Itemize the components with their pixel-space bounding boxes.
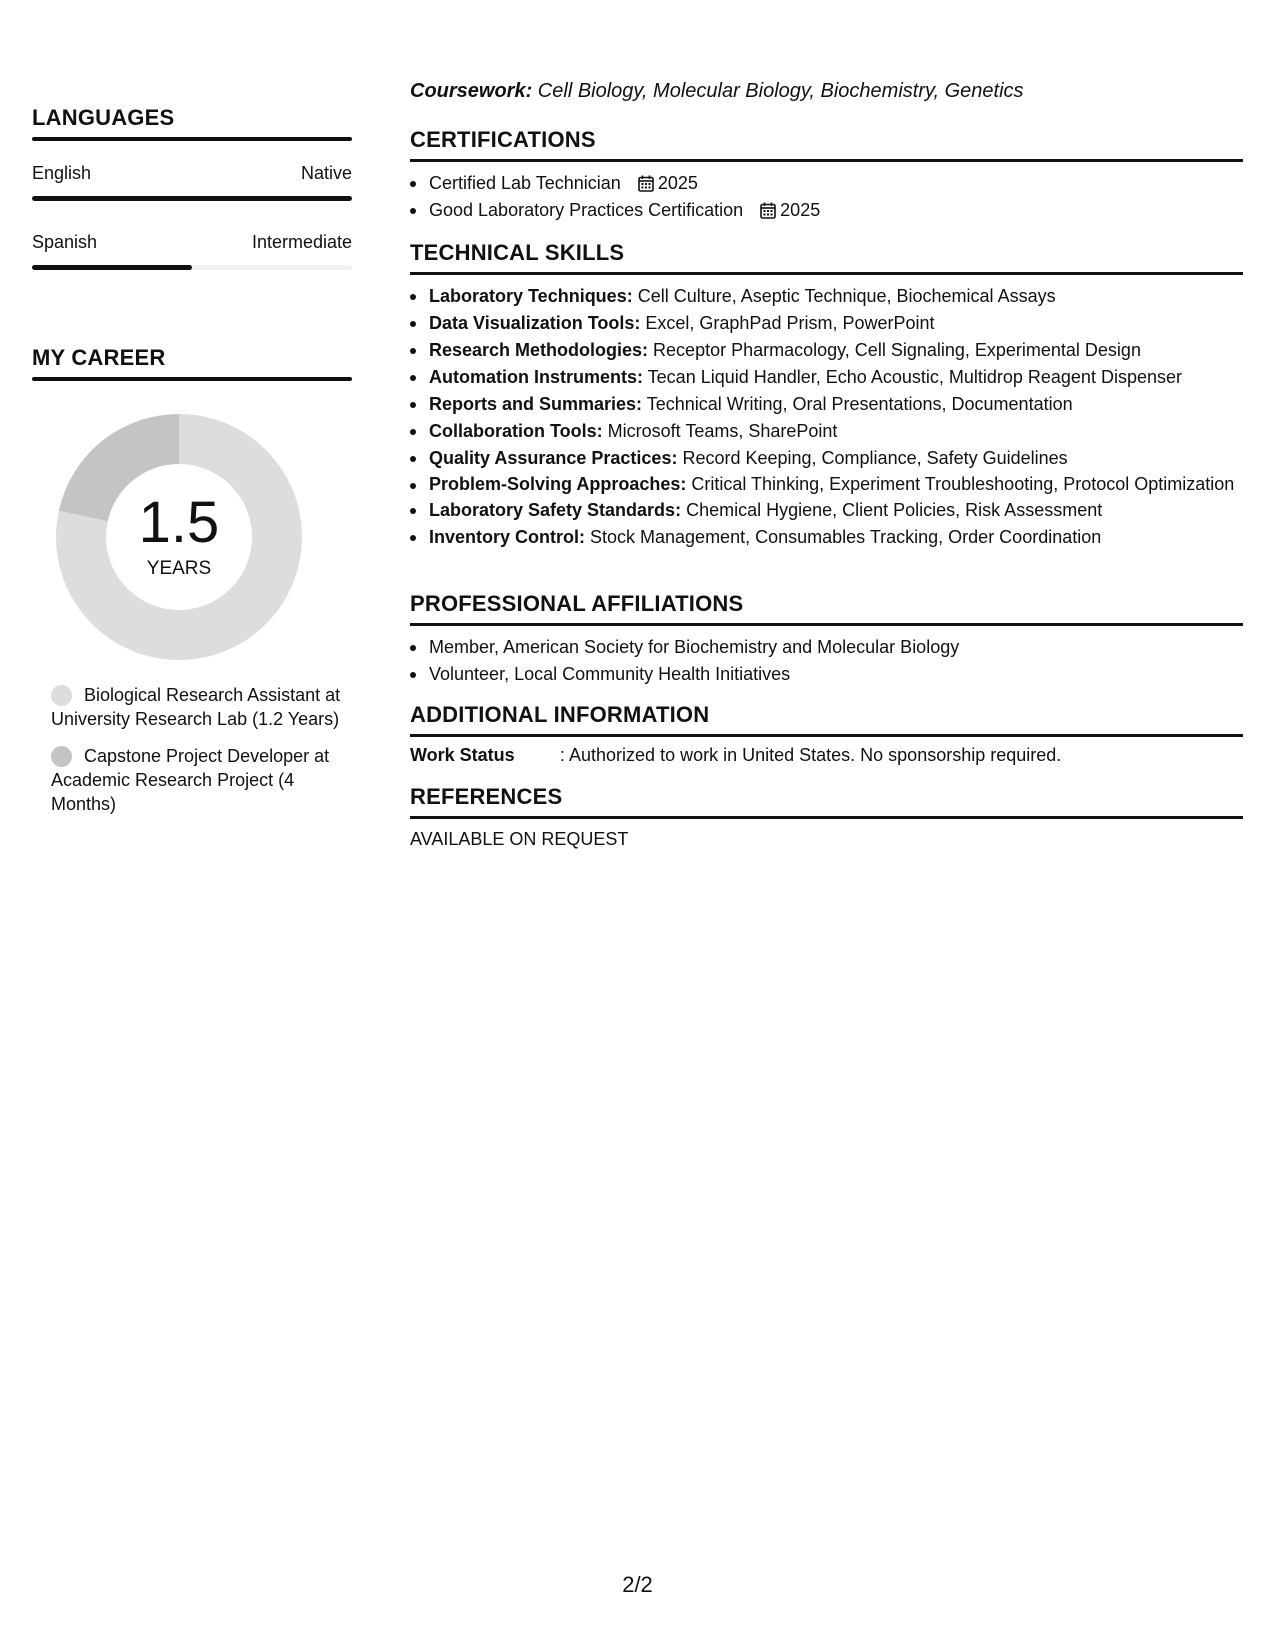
career-legend-text: Biological Research Assistant at University Research Lab (1.2 Years) <box>51 685 341 729</box>
skill-label: Quality Assurance Practices: <box>429 448 678 468</box>
legend-dot <box>51 685 72 706</box>
technical-skills-title: TECHNICAL SKILLS <box>410 240 625 265</box>
skill-text: Technical Writing, Oral Presentations, Documentation <box>642 394 1073 414</box>
coursework-line <box>410 80 1024 103</box>
skill-text: Microsoft Teams, SharePoint <box>602 421 838 441</box>
certifications-title: CERTIFICATIONS <box>410 127 596 152</box>
language-level: Native <box>300 163 352 183</box>
certification-item <box>410 197 1243 224</box>
career-total-unit: YEARS <box>146 558 212 579</box>
language-proficiency-fill <box>32 196 352 201</box>
career-legend-text: Capstone Project Developer at Academic Research Project (4 Months) <box>51 746 330 814</box>
language-proficiency-bar <box>32 196 352 201</box>
language-item-spanish <box>32 232 352 270</box>
skill-label: Data Visualization Tools: <box>429 313 641 333</box>
technical-skills-list <box>410 283 1243 551</box>
language-proficiency-bar <box>32 265 352 270</box>
certification-name: Good Laboratory Practices Certification <box>429 200 744 220</box>
career-legend-item <box>51 744 341 816</box>
references-text: AVAILABLE ON REQUEST <box>410 829 629 849</box>
skill-item <box>410 283 1243 310</box>
section-rule <box>410 623 1243 626</box>
coursework-label: Coursework: <box>410 80 533 102</box>
additional-info-section <box>410 702 1243 766</box>
calendar-icon <box>638 175 654 192</box>
affiliations-title: PROFESSIONAL AFFILIATIONS <box>410 591 744 616</box>
skill-text: Tecan Liquid Handler, Echo Acoustic, Multidrop Reagent Dispenser <box>643 367 1182 387</box>
career-legend-item <box>51 683 341 731</box>
skill-label: Laboratory Techniques: <box>429 286 633 306</box>
certification-item <box>410 170 1243 197</box>
section-rule <box>410 734 1243 737</box>
career-legend <box>51 683 341 829</box>
skill-label: Reports and Summaries: <box>429 394 643 414</box>
skill-item <box>410 418 1243 445</box>
references-section <box>410 784 1243 850</box>
affiliations-section <box>410 591 1243 688</box>
languages-title: LANGUAGES <box>32 105 175 130</box>
affiliations-list <box>410 634 1243 688</box>
language-level: Intermediate <box>251 232 352 252</box>
skill-label: Research Methodologies: <box>429 340 649 360</box>
skill-text: Cell Culture, Aseptic Technique, Biochemical Assays <box>632 286 1056 306</box>
skill-text: Chemical Hygiene, Client Policies, Risk Assessment <box>681 500 1103 520</box>
skill-item <box>410 524 1243 551</box>
affiliation-item: Volunteer, Local Community Health Initiatives <box>410 661 1243 688</box>
page-number: 2/2 <box>622 1572 653 1597</box>
skill-item <box>410 337 1243 364</box>
skill-text: Record Keeping, Compliance, Safety Guidelines <box>677 448 1068 468</box>
references-title: REFERENCES <box>410 784 563 809</box>
certification-name: Certified Lab Technician <box>429 173 621 193</box>
certifications-section <box>410 127 1243 224</box>
section-rule <box>410 159 1243 162</box>
language-proficiency-fill <box>32 265 192 270</box>
skill-label: Problem-Solving Approaches: <box>429 474 687 494</box>
skill-item <box>410 497 1243 524</box>
additional-info-title: ADDITIONAL INFORMATION <box>410 702 710 727</box>
skill-item <box>410 310 1243 337</box>
skill-text: Excel, GraphPad Prism, PowerPoint <box>640 313 935 333</box>
career-total-years: 1.5 <box>138 490 220 555</box>
certification-year: 2025 <box>780 200 821 220</box>
language-name: Spanish <box>32 232 98 252</box>
technical-skills-section <box>410 240 1243 551</box>
career-title: MY CAREER <box>32 345 166 370</box>
work-status-value: : Authorized to work in United States. No sponsorship required. <box>560 745 1062 765</box>
coursework-text: Cell Biology, Molecular Biology, Biochemistry, Genetics <box>532 80 1024 102</box>
skill-item <box>410 391 1243 418</box>
skill-item <box>410 364 1243 391</box>
skill-label: Collaboration Tools: <box>429 421 603 441</box>
skill-label: Inventory Control: <box>429 527 585 547</box>
skill-label: Laboratory Safety Standards: <box>429 500 682 520</box>
skill-text: Stock Management, Consumables Tracking, Order Coordination <box>585 527 1102 547</box>
language-name: English <box>32 163 92 183</box>
work-status-label: Work Status <box>410 745 515 765</box>
calendar-icon <box>760 202 776 219</box>
affiliation-item: Member, American Society for Biochemistry and Molecular Biology <box>410 634 1243 661</box>
career-rule <box>32 377 352 381</box>
skill-text: Critical Thinking, Experiment Troubleshooting, Protocol Optimization <box>686 474 1235 494</box>
skill-item <box>410 472 1243 497</box>
skill-item <box>410 445 1243 472</box>
legend-dot <box>51 746 72 767</box>
skill-label: Automation Instruments: <box>429 367 643 387</box>
language-item-english <box>32 163 352 201</box>
languages-section <box>32 105 352 141</box>
work-status-row <box>410 745 1243 766</box>
certifications-list <box>410 170 1243 224</box>
career-section-header <box>32 345 352 381</box>
languages-rule <box>32 137 352 141</box>
section-rule <box>410 816 1243 819</box>
certification-year: 2025 <box>657 173 698 193</box>
career-donut-chart <box>56 414 302 660</box>
section-rule <box>410 272 1243 275</box>
skill-text: Receptor Pharmacology, Cell Signaling, Experimental Design <box>648 340 1141 360</box>
